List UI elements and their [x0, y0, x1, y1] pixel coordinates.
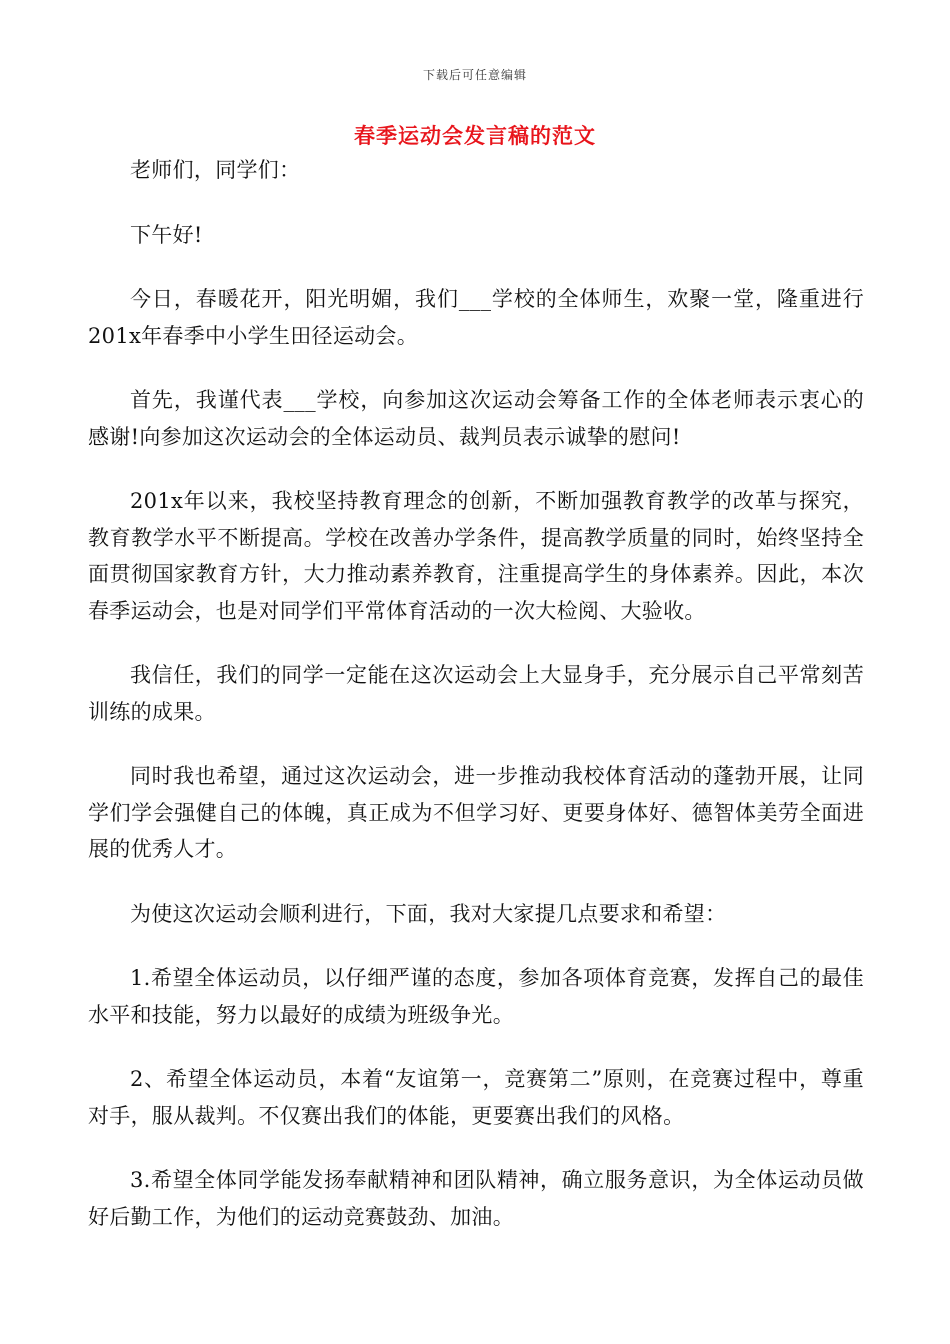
greeting-paragraph: 老师们，同学们： — [130, 158, 301, 182]
document-body — [88, 152, 864, 1263]
opening-paragraph: 今日，春暖花开，阳光明媚，我们___学校的全体师生，欢聚一堂，隆重进行201x年春季中小学生田径运动会。 — [88, 287, 864, 348]
achievements-paragraph: 201x年以来，我校坚持教育理念的创新，不断加强教育教学的改革与探究，教育教学水平不断提高。学校在改善办学条件，提高教学质量的同时，始终坚持全面贯彻国家教育方针，大力推动素养教育，注重提高学生的身体素养。因此，本次春季运动会，也是对同学们平常体育活动的一次大检阅、大验收。 — [88, 489, 864, 623]
confidence-paragraph: 我信任，我们的同学一定能在这次运动会上大显身手，充分展示自己平常刻苦训练的成果。 — [88, 663, 864, 724]
thanks-paragraph: 首先，我谨代表___学校，向参加这次运动会筹备工作的全体老师表示衷心的感谢!向参加这次运动会的全体运动员、裁判员表示诚挚的慰问! — [88, 388, 864, 449]
requirement-item-2: 2、希望全体运动员，本着“友谊第一，竞赛第二”原则，在竞赛过程中，尊重对手，服从裁判。不仅赛出我们的体能，更要赛出我们的风格。 — [88, 1067, 864, 1128]
requirements-intro-paragraph: 为使这次运动会顺利进行，下面，我对大家提几点要求和希望： — [130, 901, 727, 926]
hope-paragraph: 同时我也希望，通过这次运动会，进一步推动我校体育活动的蓬勃开展，让同学们学会强健自己的体魄，真正成为不但学习好、更要身体好、德智体美劳全面进展的优秀人才。 — [88, 764, 864, 861]
header-note: 下载后可任意编辑 — [422, 68, 527, 82]
requirement-item-3: 3.希望全体同学能发扬奉献精神和团队精神，确立服务意识，为全体运动员做好后勤工作，为他们的运动竞赛鼓劲、加油。 — [88, 1168, 864, 1229]
requirement-item-1: 1.希望全体运动员，以仔细严谨的态度，参加各项体育竞赛，发挥自己的最佳水平和技能，努力以最好的成绩为班级争光。 — [88, 966, 864, 1027]
document-title: 春季运动会发言稿的范文 — [354, 123, 596, 148]
salutation-paragraph: 下午好! — [130, 222, 203, 247]
